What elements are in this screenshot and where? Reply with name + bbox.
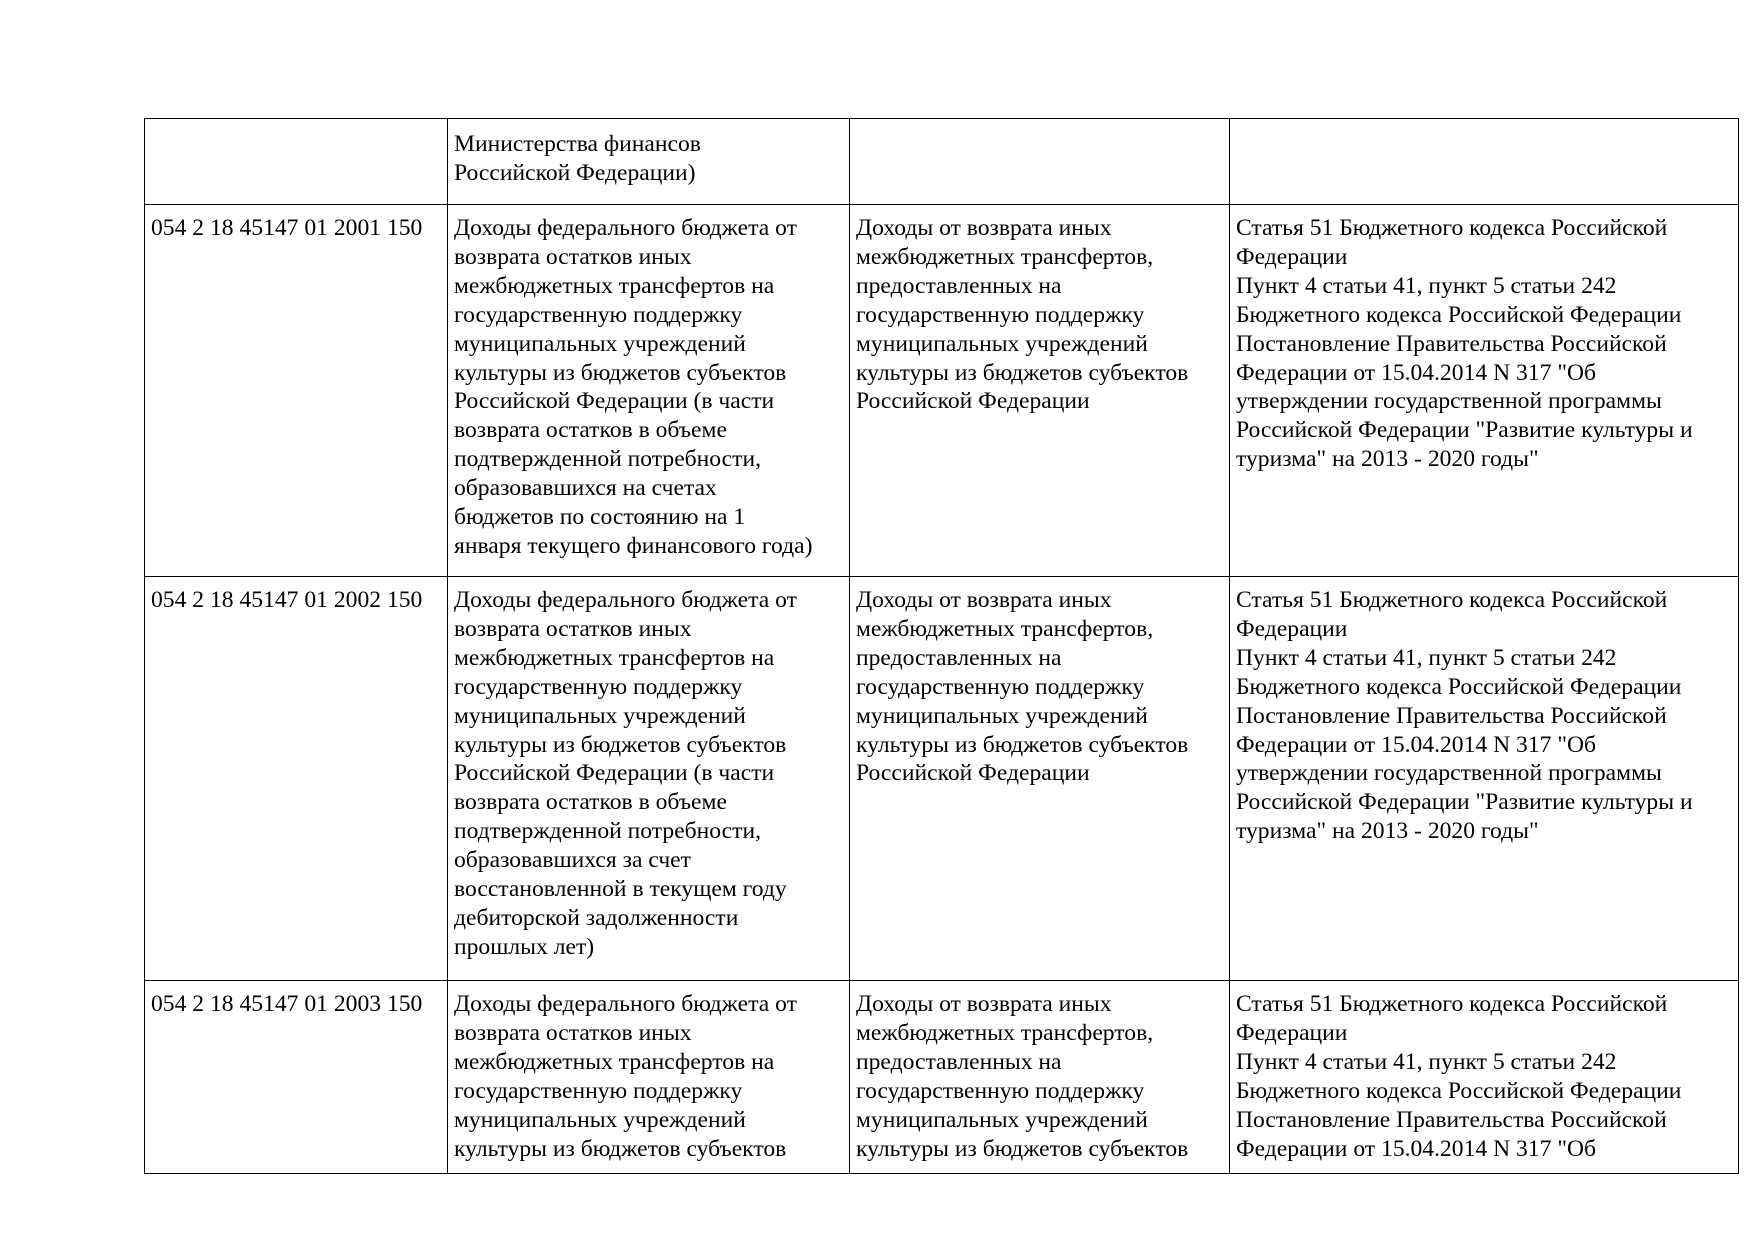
name-text-line: подтвержденной потребности, <box>454 818 761 845</box>
basis-text-line: Пункт 4 статьи 41, пункт 5 статьи 242 <box>1236 1048 1617 1075</box>
name-text-line: возврата остатков в объеме <box>454 789 727 816</box>
basis-text-line: Постановление Правительства Российской <box>1236 330 1667 357</box>
name-text-line: образовавшихся на счетах <box>454 475 717 502</box>
name-text-line: восстановленной в текущем году <box>454 876 787 903</box>
type-cell <box>850 981 1230 1174</box>
name-text-line: образовавшихся за счет <box>454 847 691 874</box>
basis-text-line: Федерации <box>1236 615 1348 642</box>
type-text-line: Доходы от возврата иных <box>856 991 1112 1017</box>
name-text-line: государственную поддержку <box>454 1077 743 1104</box>
type-text-line: культуры из бюджетов субъектов <box>856 359 1189 386</box>
basis-text-line: Федерации <box>1236 243 1348 270</box>
name-text-line: Министерства финансов <box>454 131 701 157</box>
name-text-line: межбюджетных трансфертов на <box>454 272 775 299</box>
basis-text-line: Федерации <box>1236 1019 1348 1046</box>
code-cell <box>145 577 448 981</box>
table-row <box>145 981 1739 1174</box>
basis-text-line: Бюджетного кодекса Российской Федерации <box>1236 673 1682 700</box>
type-text-line: предоставленных на <box>856 644 1062 671</box>
name-text-line: января текущего финансового года) <box>454 532 813 559</box>
name-cell <box>448 577 850 981</box>
type-text-line: муниципальных учреждений <box>856 1106 1148 1133</box>
name-text-line: Доходы федерального бюджета от <box>454 215 797 241</box>
basis-text-line: Федерации от 15.04.2014 N 317 "Об <box>1236 731 1596 758</box>
type-cell <box>850 119 1230 205</box>
name-text-line: культуры из бюджетов субъектов <box>454 1135 787 1162</box>
type-text-line: Доходы от возврата иных <box>856 215 1112 241</box>
name-text-line: Российской Федерации (в части <box>454 388 775 415</box>
basis-text-line: туризма" на 2013 - 2020 годы" <box>1236 446 1539 473</box>
type-text-line: предоставленных на <box>856 272 1062 299</box>
name-text-line: возврата остатков иных <box>454 615 692 642</box>
name-text-line: культуры из бюджетов субъектов <box>454 359 787 386</box>
basis-text-line: Федерации от 15.04.2014 N 317 "Об <box>1236 359 1596 386</box>
type-text-line: государственную поддержку <box>856 301 1145 328</box>
name-text-line: прошлых лет) <box>454 933 595 960</box>
name-text-line: культуры из бюджетов субъектов <box>454 731 787 758</box>
basis-text-line: Статья 51 Бюджетного кодекса Российской <box>1236 215 1668 241</box>
name-text-line: возврата остатков иных <box>454 1019 692 1046</box>
name-text-line: возврата остатков в объеме <box>454 417 727 444</box>
basis-text-line: туризма" на 2013 - 2020 годы" <box>1236 818 1539 845</box>
name-text-line: муниципальных учреждений <box>454 1106 746 1133</box>
name-text-line: дебиторской задолженности <box>454 904 739 931</box>
basis-text-line: Постановление Правительства Российской <box>1236 1106 1667 1133</box>
basis-text-line: Статья 51 Бюджетного кодекса Российской <box>1236 991 1668 1017</box>
type-text-line: Доходы от возврата иных <box>856 587 1112 613</box>
name-text-line: межбюджетных трансфертов на <box>454 644 775 671</box>
type-text-line: предоставленных на <box>856 1048 1062 1075</box>
type-text-line: культуры из бюджетов субъектов <box>856 731 1189 758</box>
code-text-line: 054 2 18 45147 01 2003 150 <box>151 991 423 1017</box>
code-cell <box>145 981 448 1174</box>
basis-text-line: Бюджетного кодекса Российской Федерации <box>1236 1077 1682 1104</box>
name-text-line: Российской Федерации (в части <box>454 760 775 787</box>
table-row <box>145 205 1739 577</box>
basis-text-line: Российской Федерации "Развитие культуры и <box>1236 789 1693 816</box>
table-row <box>145 577 1739 981</box>
name-text-line: межбюджетных трансфертов на <box>454 1048 775 1075</box>
name-text-line: подтвержденной потребности, <box>454 446 761 473</box>
name-text-line: бюджетов по состоянию на 1 <box>454 504 746 531</box>
basis-text-line: Бюджетного кодекса Российской Федерации <box>1236 301 1682 328</box>
basis-cell <box>1230 205 1739 577</box>
basis-text-line: утверждении государственной программы <box>1236 760 1662 787</box>
basis-text-line: утверждении государственной программы <box>1236 388 1662 415</box>
name-text-line: государственную поддержку <box>454 301 743 328</box>
type-text-line: межбюджетных трансфертов, <box>856 615 1154 642</box>
code-cell <box>145 205 448 577</box>
basis-text-line: Пункт 4 статьи 41, пункт 5 статьи 242 <box>1236 272 1617 299</box>
type-cell <box>850 205 1230 577</box>
basis-text-line: Постановление Правительства Российской <box>1236 702 1667 729</box>
code-cell <box>145 119 448 205</box>
basis-text-line: Статья 51 Бюджетного кодекса Российской <box>1236 587 1668 613</box>
code-text-line: 054 2 18 45147 01 2001 150 <box>151 215 423 241</box>
name-text-line: возврата остатков иных <box>454 243 692 270</box>
name-text-line: муниципальных учреждений <box>454 330 746 357</box>
type-text-line: межбюджетных трансфертов, <box>856 243 1154 270</box>
name-cell <box>448 119 850 205</box>
basis-text-line: Федерации от 15.04.2014 N 317 "Об <box>1236 1135 1596 1162</box>
name-text-line: муниципальных учреждений <box>454 702 746 729</box>
type-text-line: государственную поддержку <box>856 673 1145 700</box>
basis-cell <box>1230 119 1739 205</box>
name-text-line: государственную поддержку <box>454 673 743 700</box>
type-text-line: Российской Федерации <box>856 388 1090 415</box>
type-text-line: межбюджетных трансфертов, <box>856 1019 1154 1046</box>
name-cell <box>448 981 850 1174</box>
type-text-line: муниципальных учреждений <box>856 702 1148 729</box>
code-text-line: 054 2 18 45147 01 2002 150 <box>151 587 423 613</box>
name-text-line: Доходы федерального бюджета от <box>454 991 797 1017</box>
basis-cell <box>1230 981 1739 1174</box>
type-text-line: государственную поддержку <box>856 1077 1145 1104</box>
basis-text-line: Российской Федерации "Развитие культуры и <box>1236 417 1693 444</box>
name-cell <box>448 205 850 577</box>
type-text-line: муниципальных учреждений <box>856 330 1148 357</box>
table-row <box>145 119 1739 205</box>
type-text-line: культуры из бюджетов субъектов <box>856 1135 1189 1162</box>
basis-cell <box>1230 577 1739 981</box>
budget-classification-table <box>144 118 1739 1174</box>
name-text-line: Российской Федерации) <box>454 159 696 186</box>
type-cell <box>850 577 1230 981</box>
type-text-line: Российской Федерации <box>856 760 1090 787</box>
name-text-line: Доходы федерального бюджета от <box>454 587 797 613</box>
basis-text-line: Пункт 4 статьи 41, пункт 5 статьи 242 <box>1236 644 1617 671</box>
